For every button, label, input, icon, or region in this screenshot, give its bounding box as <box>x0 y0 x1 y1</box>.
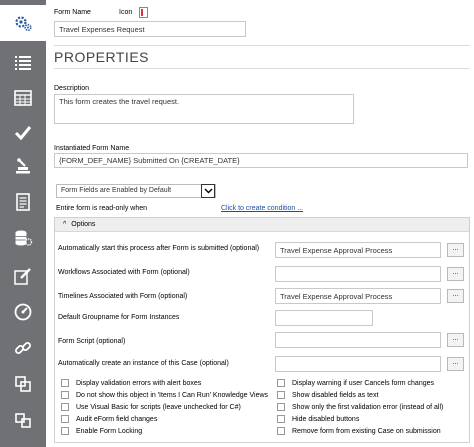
database-icon <box>13 228 33 248</box>
layers-icon <box>13 410 33 430</box>
checkbox-label: Show only the first validation error (instead of all) <box>292 403 444 411</box>
checkbox[interactable] <box>61 379 69 387</box>
checkbox-disabled-as-text[interactable] <box>277 391 378 399</box>
instantiated-name-label: Instantiated Form Name <box>54 145 130 152</box>
timelines-browse-button[interactable]: ... <box>447 289 464 303</box>
checkbox[interactable] <box>61 403 69 411</box>
workflows-label: Workflows Associated with Form (optional) <box>58 269 190 276</box>
form-properties-panel <box>46 0 474 447</box>
workflows-browse-button[interactable]: ... <box>447 267 464 281</box>
checkbox-label: Hide disabled buttons <box>292 415 360 423</box>
properties-divider <box>54 68 470 69</box>
checkbox-first-validation-error[interactable] <box>277 403 443 411</box>
form-fields-select-arrow[interactable] <box>201 184 215 198</box>
checkbox-validation-alerts[interactable] <box>61 379 201 387</box>
sidebar-item-table[interactable] <box>0 80 46 116</box>
checkmark-icon <box>13 122 33 142</box>
options-header[interactable] <box>55 218 469 232</box>
description-label: Description <box>54 85 90 92</box>
form-name-input[interactable]: Travel Expenses Request <box>54 21 246 37</box>
sidebar-item-layers[interactable] <box>0 402 46 438</box>
checkbox-visual-basic[interactable] <box>61 403 241 411</box>
checkbox-remove-from-case[interactable] <box>277 427 441 435</box>
autostart-process-browse-button[interactable]: ... <box>447 243 464 257</box>
sidebar <box>0 0 46 447</box>
checkbox-audit-changes[interactable] <box>61 415 157 423</box>
checkbox-label: Do not show this object in 'Items I Can Run' Knowledge Views <box>76 391 269 399</box>
create-condition-link[interactable]: Click to create condition ... <box>221 205 304 212</box>
form-name-label: Form Name <box>54 9 91 16</box>
readonly-label: Entire form is read-only when <box>56 205 148 212</box>
auto-create-case-browse-button[interactable]: ... <box>447 357 464 371</box>
checkbox-cancel-warning[interactable] <box>277 379 434 387</box>
auto-create-case-label: Automatically create an instance of this Case (optional) <box>58 360 229 367</box>
checkbox-hide-from-items[interactable] <box>61 391 268 399</box>
checkbox-hide-disabled-buttons[interactable] <box>277 415 359 423</box>
timelines-input[interactable]: Travel Expense Approval Process <box>275 288 441 304</box>
sidebar-item-validation[interactable] <box>0 114 46 150</box>
checkbox[interactable] <box>61 391 69 399</box>
icon-label: Icon <box>119 9 133 16</box>
link-icon <box>13 338 33 358</box>
checkbox[interactable] <box>277 391 285 399</box>
dashboard-icon <box>13 302 33 322</box>
form-script-input[interactable] <box>275 332 441 348</box>
options-title: Options <box>71 221 96 228</box>
sidebar-item-dashboard[interactable] <box>0 294 46 330</box>
checkbox-form-locking[interactable] <box>61 427 142 435</box>
form-script-label: Form Script (optional) <box>58 338 126 345</box>
collapse-icon: ^ <box>63 221 67 228</box>
options-panel <box>54 217 470 443</box>
table-icon <box>13 88 33 108</box>
default-groupname-label: Default Groupname for Form Instances <box>58 314 180 321</box>
auto-create-case-input[interactable] <box>275 356 441 372</box>
checkbox-label: Remove form from existing Case on submission <box>292 427 441 435</box>
copy-icon <box>13 374 33 394</box>
checkbox[interactable] <box>61 415 69 423</box>
checkbox[interactable] <box>277 379 285 387</box>
workflows-input[interactable] <box>275 266 441 282</box>
sidebar-item-data[interactable] <box>0 220 46 256</box>
sidebar-item-list[interactable] <box>0 44 46 80</box>
checkbox-label: Display validation errors with alert boxes <box>76 379 202 387</box>
top-divider <box>54 45 470 46</box>
form-fields-select[interactable] <box>56 184 216 198</box>
checkbox[interactable] <box>277 415 285 423</box>
instantiated-name-input[interactable]: {FORM_DEF_NAME} Submitted On {CREATE_DATE} <box>54 153 468 168</box>
sidebar-item-links[interactable] <box>0 330 46 366</box>
stamp-icon <box>13 156 33 176</box>
autostart-process-label: Automatically start this process after Form is submitted (optional) <box>58 245 260 252</box>
checkbox-label: Display warning if user Cancels form changes <box>292 379 435 387</box>
list-icon <box>13 52 33 72</box>
chevron-down-icon <box>204 188 213 194</box>
sidebar-item-settings[interactable] <box>0 5 46 41</box>
form-icon-picker[interactable] <box>139 7 148 18</box>
autostart-process-input[interactable]: Travel Expense Approval Process <box>275 242 441 258</box>
checkbox-label: Show disabled fields as text <box>292 391 379 399</box>
description-textarea[interactable]: This form creates the travel request. <box>54 94 354 124</box>
edit-icon <box>13 266 33 286</box>
default-groupname-input[interactable] <box>275 310 373 326</box>
checkbox[interactable] <box>277 403 285 411</box>
form-icon-swatch <box>141 9 143 16</box>
gears-icon <box>13 13 33 33</box>
sidebar-item-approval[interactable] <box>0 148 46 184</box>
sidebar-item-edit[interactable] <box>0 258 46 294</box>
sidebar-item-copy[interactable] <box>0 366 46 402</box>
checkbox[interactable] <box>61 427 69 435</box>
checkbox-label: Enable Form Locking <box>76 427 143 435</box>
checkbox-label: Use Visual Basic for scripts (leave unchecked for C#) <box>76 403 241 411</box>
sidebar-item-document[interactable] <box>0 184 46 220</box>
checkbox[interactable] <box>277 427 285 435</box>
form-script-browse-button[interactable]: ... <box>447 333 464 347</box>
form-fields-select-value: Form Fields are Enabled by Default <box>61 187 172 194</box>
checkbox-label: Audit eForm field changes <box>76 415 158 423</box>
properties-title: PROPERTIES <box>54 49 149 65</box>
document-icon <box>13 192 33 212</box>
timelines-label: Timelines Associated with Form (optional) <box>58 293 188 300</box>
